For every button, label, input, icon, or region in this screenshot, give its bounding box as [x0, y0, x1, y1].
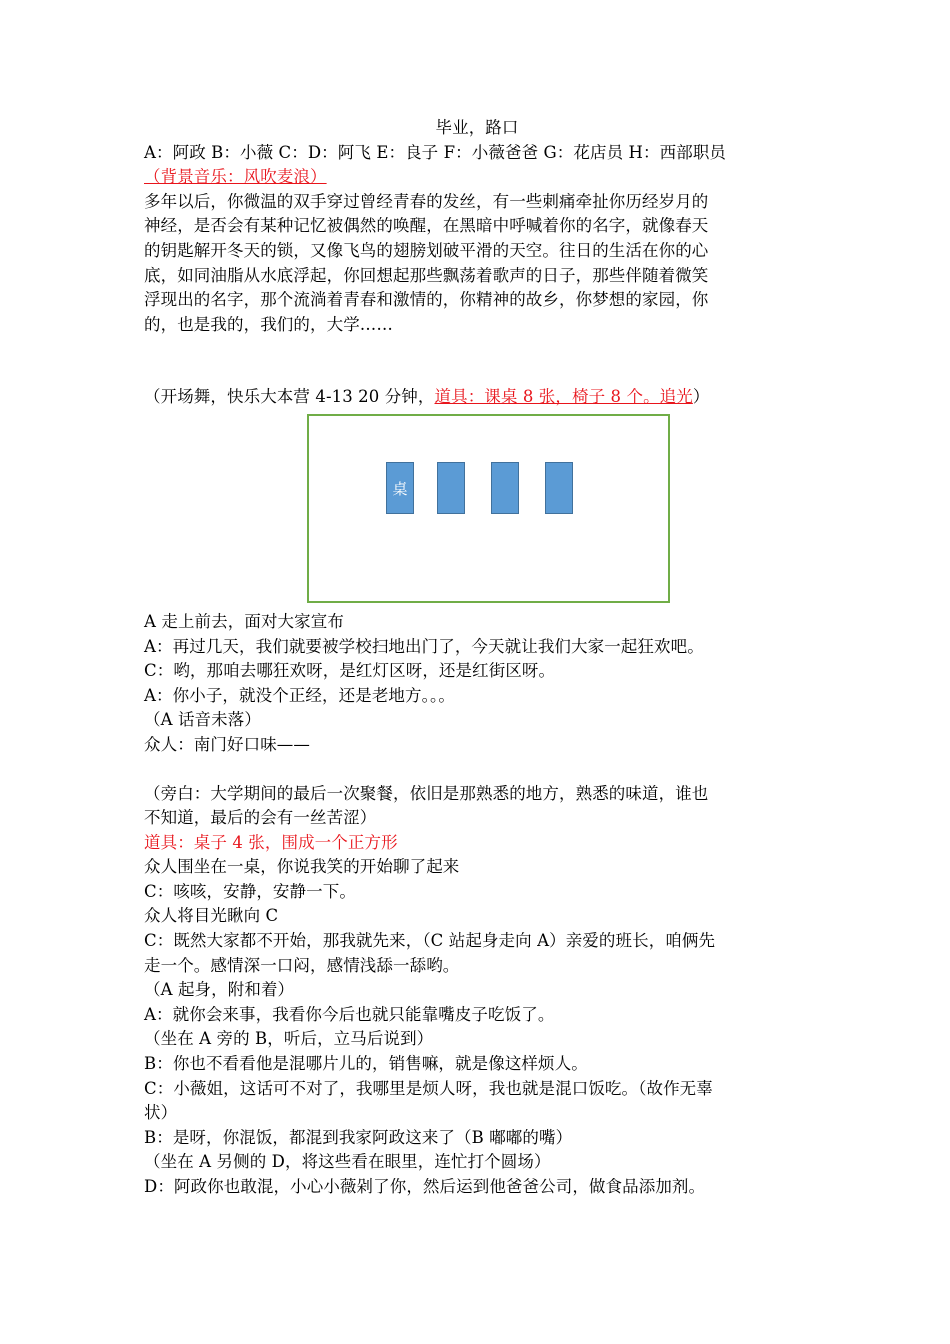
props-note: 道具：桌子 4 张，围成一个正方形 — [144, 832, 398, 852]
intro-line: 的，也是我的，我们的，大学…… — [144, 314, 393, 334]
desk-shape — [491, 462, 519, 514]
script-line: C：既然大家都不开始，那我就先来，（C 站起身走向 A）亲爱的班长，咱俩先 — [144, 931, 716, 951]
opening-suffix: ） — [692, 387, 710, 407]
script-line: C：小薇姐，这话可不对了，我哪里是烦人呀，我也就是混口饭吃。（故作无辜 — [144, 1078, 713, 1098]
narration — [144, 782, 810, 831]
script-line: A：你小子，就没个正经，还是老地方。。。 — [144, 685, 455, 705]
script-line: （A 起身，附和着） — [144, 980, 295, 1000]
script-line: （坐在 A 旁的 B，听后，立马后说到） — [144, 1029, 434, 1049]
opening-direction — [144, 385, 810, 410]
script-line: 众人围坐在一桌，你说我笑的开始聊了起来 — [144, 857, 460, 877]
script-line: B：是呀，你混饭，都混到我家阿政这来了（B 嘟嘟的嘴） — [144, 1127, 573, 1147]
role-list: A：阿政 B：小薇 C：D：阿飞 E：良子 F：小薇爸爸 G：花店员 H：西部职员 — [144, 142, 727, 162]
narration-line: （旁白：大学期间的最后一次聚餐，依旧是那熟悉的地方，熟悉的味道，谁也 — [144, 783, 709, 803]
intro-paragraph — [144, 190, 810, 338]
page-title: 毕业，路口 — [435, 118, 519, 137]
background-music-note: （背景音乐：风吹麦浪） — [144, 167, 327, 187]
script-line: 众人：南门好口味—— — [144, 734, 310, 754]
opening-prefix: （开场舞，快乐大本营 4-13 20 分钟， — [144, 387, 435, 407]
intro-line: 底，如同油脂从水底浮起，你回想起那些飘荡着歌声的日子，那些伴随着微笑 — [144, 265, 709, 285]
stage-outline — [307, 414, 670, 603]
script-line: C：咳咳，安静，安静一下。 — [144, 881, 356, 901]
intro-line: 多年以后，你微温的双手穿过曾经青春的发丝，有一些刺痛牵扯你历经岁月的 — [144, 191, 709, 211]
script-line: 状） — [144, 1103, 178, 1123]
opening-props: 道具：课桌 8 张，椅子 8 个。追光 — [434, 387, 693, 407]
script-line: （坐在 A 另侧的 D，将这些看在眼里，连忙打个圆场） — [144, 1152, 551, 1172]
narration-line: 不知道，最后的会有一丝苦涩） — [144, 808, 377, 828]
intro-line: 浮现出的名字，那个流淌着青春和激情的，你精神的故乡，你梦想的家园，你 — [144, 290, 709, 310]
script-line: C：哟，那咱去哪狂欢呀，是红灯区呀，还是红街区呀。 — [144, 661, 556, 681]
script-line: D：阿政你也敢混，小心小薇剁了你，然后运到他爸爸公司，做食品添加剂。 — [144, 1177, 706, 1196]
script-line: B：你也不看看他是混哪片儿的，销售嘛，就是像这样烦人。 — [144, 1054, 588, 1074]
script-line: 众人将目光瞅向 C — [144, 906, 279, 926]
script-line: A：再过几天，我们就要被学校扫地出门了，今天就让我们大家一起狂欢吧。 — [144, 636, 704, 656]
intro-line: 神经，是否会有某种记忆被偶然的唤醒，在黑暗中呼喊着你的名字，就像春天 — [144, 216, 709, 236]
script-line: （A 话音未落） — [144, 710, 261, 730]
desk-shape: 桌 — [386, 462, 414, 514]
script-line: A：就你会来事，我看你今后也就只能靠嘴皮子吃饭了。 — [144, 1004, 555, 1024]
desk-shape — [437, 462, 465, 514]
desk-shape — [545, 462, 573, 514]
script-line: A 走上前去，面对大家宣布 — [144, 611, 344, 631]
script-line: 走一个。感情深一口闷，感情浅舔一舔哟。 — [144, 955, 460, 975]
scene-one — [144, 610, 810, 758]
scene-two — [144, 855, 810, 1199]
document-page — [144, 116, 810, 1200]
intro-line: 的钥匙解开冬天的锁，又像飞鸟的翅膀划破平滑的天空。往日的生活在你的心 — [144, 240, 709, 260]
stage-diagram — [144, 410, 810, 610]
